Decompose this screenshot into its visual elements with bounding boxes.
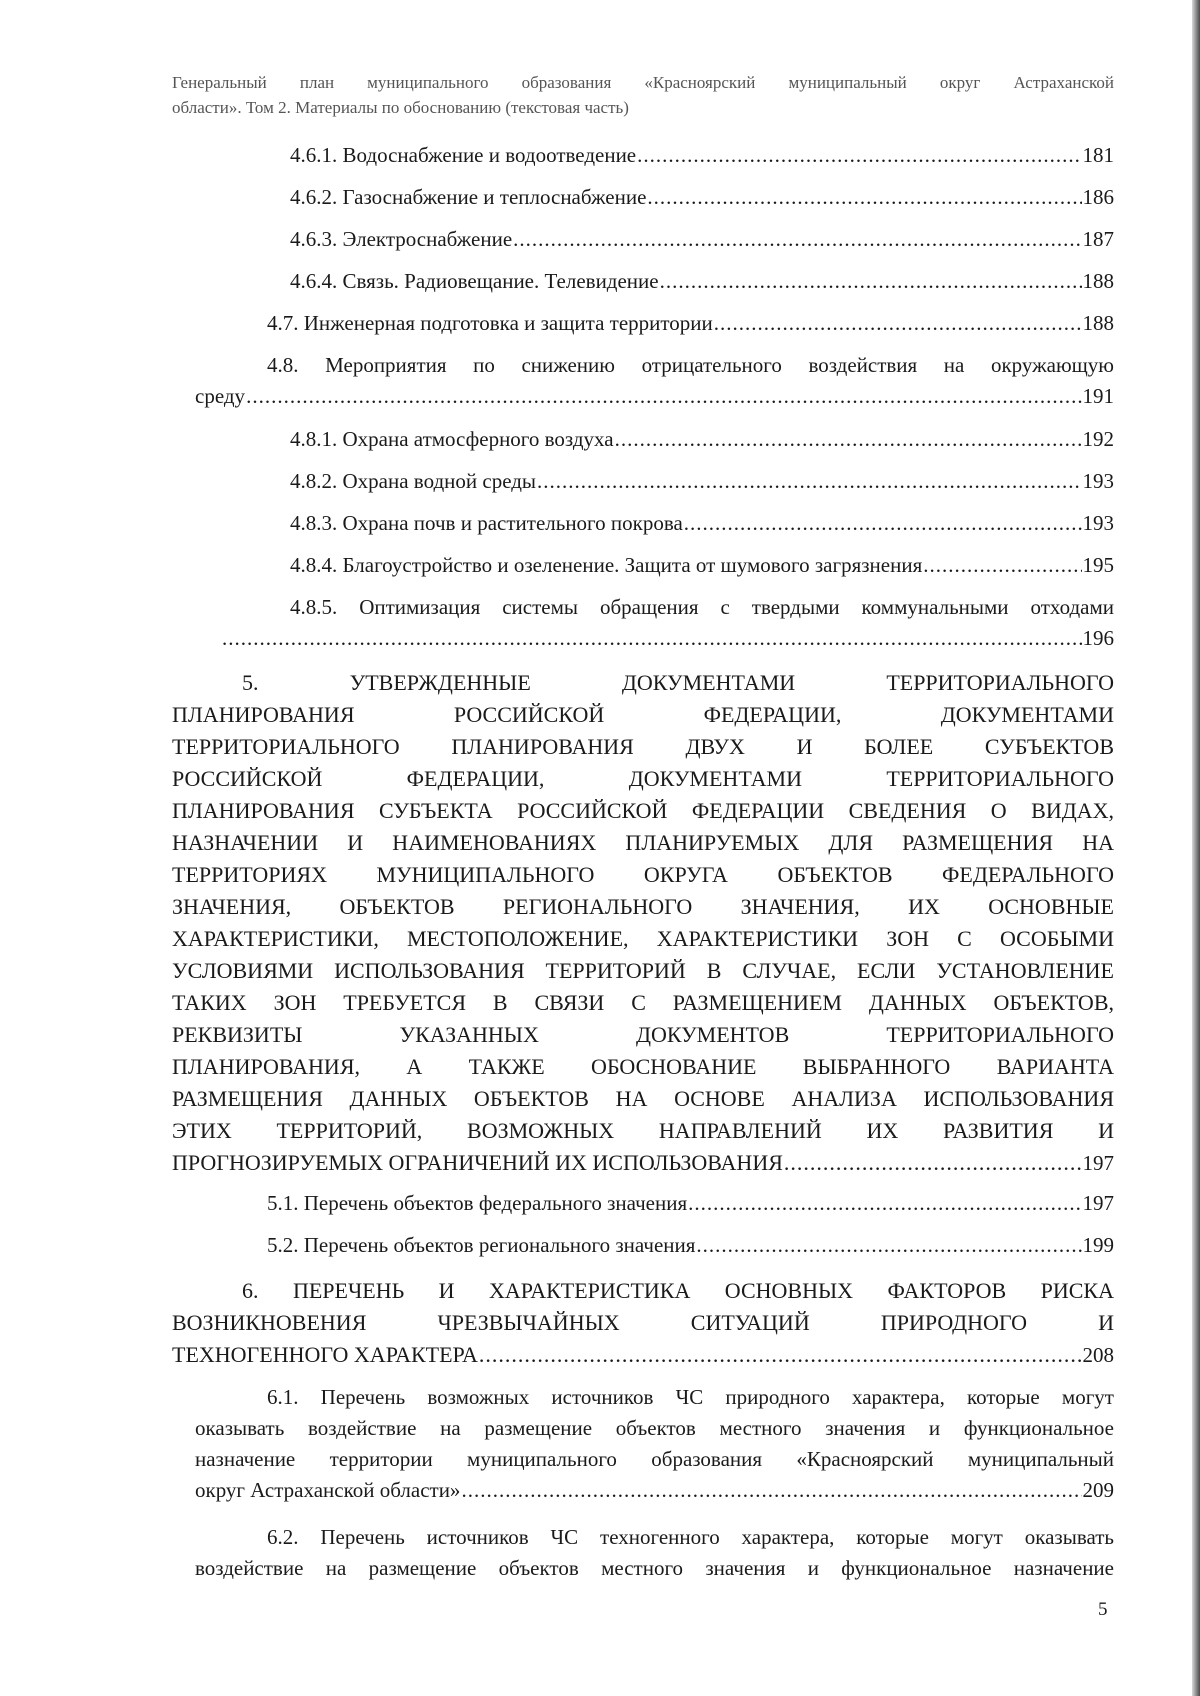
toc-entry-title-line: НАЗНАЧЕНИИ И НАИМЕНОВАНИЯХ ПЛАНИРУЕМЫХ ДЛЯ РАЗМЕЩЕНИЯ НА (172, 830, 1114, 855)
toc-entry-title-line: УСЛОВИЯМИ ИСПОЛЬЗОВАНИЯ ТЕРРИТОРИЙ В СЛУЧАЕ, ЕСЛИ УСТАНОВЛЕНИЕ (172, 958, 1114, 983)
toc-entry-title-cont: среду (195, 384, 246, 408)
toc-page-number: 196 (1082, 626, 1114, 650)
leader-dots (513, 224, 1081, 255)
toc-entry-4-6-4[interactable] (290, 266, 1114, 297)
toc-page-number: 191 (1082, 384, 1114, 408)
leader-dots (479, 1339, 1082, 1371)
toc-entry-title-line: ПЛАНИРОВАНИЯ РОССИЙСКОЙ ФЕДЕРАЦИИ, ДОКУМЕНТАМИ (172, 702, 1114, 727)
toc-page-number: 197 (1082, 1151, 1114, 1175)
toc-page-number: 186 (1082, 185, 1114, 209)
running-header (172, 70, 1114, 120)
toc-entry-title: 4.7. Инженерная подготовка и защита территории (267, 311, 713, 335)
toc-entry-title: 4.8.2. Охрана водной среды (290, 469, 537, 493)
toc-entry-title-line: 5. УТВЕРЖДЕННЫЕ ДОКУМЕНТАМИ ТЕРРИТОРИАЛЬНОГО (242, 670, 1114, 695)
toc-entry-4-8-3[interactable] (290, 508, 1114, 539)
toc-entry-4-8-4[interactable] (290, 550, 1114, 581)
toc-entry-title-line: воздействие на размещение объектов местного значения и функциональное назначение (195, 1556, 1114, 1580)
toc-entry-title: 4.8.4. Благоустройство и озеленение. Защита от шумового загрязнения (290, 553, 923, 577)
toc-entry-title-line: 6.2. Перечень источников ЧС техногенного характера, которые могут оказывать (267, 1525, 1114, 1549)
leader-dots (537, 466, 1081, 497)
toc-entry-title: 4.8. Мероприятия по снижению отрицательного воздействия на окружающую (267, 353, 1114, 377)
leader-dots (688, 1188, 1081, 1219)
header-line-2: области». Том 2. Материалы по обоснованию (текстовая часть) (172, 98, 629, 117)
toc-entry-title-line: ТЕРРИТОРИАЛЬНОГО ПЛАНИРОВАНИЯ ДВУХ И БОЛЕЕ СУБЪЕКТОВ (172, 734, 1114, 759)
toc-page-number: 197 (1082, 1191, 1114, 1215)
toc-entry-4-6-2[interactable] (290, 182, 1114, 213)
toc-entry-title-line: РЕКВИЗИТЫ УКАЗАННЫХ ДОКУМЕНТОВ ТЕРРИТОРИАЛЬНОГО (172, 1022, 1114, 1047)
leader-dots (461, 1475, 1081, 1506)
toc-page-number: 195 (1082, 553, 1114, 577)
leader-dots (222, 623, 1082, 654)
leader-dots (637, 140, 1081, 171)
toc-entry-title: 4.8.5. Оптимизация системы обращения с твердыми коммунальными отходами (290, 595, 1114, 619)
leader-dots (660, 266, 1082, 297)
toc-entry-6-1[interactable] (195, 1382, 1114, 1506)
toc-page-number: 208 (1082, 1343, 1114, 1367)
toc-entry-5-1[interactable] (267, 1188, 1114, 1219)
toc-entry-title-line: ТАКИХ ЗОН ТРЕБУЕТСЯ В СВЯЗИ С РАЗМЕЩЕНИЕМ ДАННЫХ ОБЪЕКТОВ, (172, 990, 1114, 1015)
toc-entry-4-8-2[interactable] (290, 466, 1114, 497)
leader-dots (784, 1147, 1082, 1179)
page-number: 5 (1098, 1599, 1108, 1620)
toc-entry-title-line: ТЕРРИТОРИЯХ МУНИЦИПАЛЬНОГО ОКРУГА ОБЪЕКТОВ ФЕДЕРАЛЬНОГО (172, 862, 1114, 887)
toc-page-number: 188 (1082, 269, 1114, 293)
toc-entry-title-line: ЗНАЧЕНИЯ, ОБЪЕКТОВ РЕГИОНАЛЬНОГО ЗНАЧЕНИЯ, ИХ ОСНОВНЫЕ (172, 894, 1114, 919)
toc-entry-title-line: ХАРАКТЕРИСТИКИ, МЕСТОПОЛОЖЕНИЕ, ХАРАКТЕРИСТИКИ ЗОН С ОСОБЫМИ (172, 926, 1114, 951)
toc-entry-title-line: ВОЗНИКНОВЕНИЯ ЧРЕЗВЫЧАЙНЫХ СИТУАЦИЙ ПРИРОДНОГО И (172, 1310, 1114, 1335)
toc-page-number: 181 (1082, 143, 1114, 167)
toc-page-number: 209 (1082, 1478, 1114, 1502)
toc-entry-title-line: ПЛАНИРОВАНИЯ, А ТАКЖЕ ОБОСНОВАНИЕ ВЫБРАННОГО ВАРИАНТА (172, 1054, 1114, 1079)
toc-page-number: 199 (1082, 1233, 1114, 1257)
toc-entry-4-8-5[interactable] (222, 592, 1114, 654)
toc-entry-title: 4.8.1. Охрана атмосферного воздуха (290, 427, 614, 451)
toc-entry-4-8[interactable] (195, 350, 1114, 412)
toc-entry-title-line: 6.1. Перечень возможных источников ЧС природного характера, которые могут (267, 1385, 1114, 1409)
toc-entry-6-2[interactable] (195, 1522, 1114, 1584)
toc-entry-title-line: 6. ПЕРЕЧЕНЬ И ХАРАКТЕРИСТИКА ОСНОВНЫХ ФАКТОРОВ РИСКА (242, 1278, 1114, 1303)
leader-dots (246, 381, 1081, 412)
toc-page-number: 188 (1082, 311, 1114, 335)
toc-entry-5[interactable] (172, 667, 1114, 1179)
toc-entry-title: 5.2. Перечень объектов регионального значения (267, 1233, 696, 1257)
page-edge (1192, 0, 1200, 1696)
toc-entry-4-6-3[interactable] (290, 224, 1114, 255)
toc-entry-title: 4.6.4. Связь. Радиовещание. Телевидение (290, 269, 659, 293)
toc-entry-title-last: ПРОГНОЗИРУЕМЫХ ОГРАНИЧЕНИЙ ИХ ИСПОЛЬЗОВАНИЯ (172, 1150, 783, 1175)
toc-entry-title-line: ПЛАНИРОВАНИЯ СУБЪЕКТА РОССИЙСКОЙ ФЕДЕРАЦИИ СВЕДЕНИЯ О ВИДАХ, (172, 798, 1114, 823)
toc-page-number: 187 (1082, 227, 1114, 251)
leader-dots (696, 1230, 1081, 1261)
toc-entry-title: 5.1. Перечень объектов федерального значения (267, 1191, 688, 1215)
toc-entry-title-last: ТЕХНОГЕННОГО ХАРАКТЕРА (172, 1342, 478, 1367)
toc-page-number: 193 (1082, 511, 1114, 535)
leader-dots (615, 424, 1082, 455)
toc-entry-title-line: назначение территории муниципального образования «Красноярский муниципальный (195, 1447, 1114, 1471)
toc-entry-title: 4.6.2. Газоснабжение и теплоснабжение (290, 185, 647, 209)
toc-page-number: 192 (1082, 427, 1114, 451)
toc-entry-title-last: округ Астраханской области» (195, 1478, 461, 1502)
toc-entry-5-2[interactable] (267, 1230, 1114, 1261)
toc-entry-title-line: РАЗМЕЩЕНИЯ ДАННЫХ ОБЪЕКТОВ НА ОСНОВЕ АНАЛИЗА ИСПОЛЬЗОВАНИЯ (172, 1086, 1114, 1111)
leader-dots (684, 508, 1082, 539)
toc-entry-title: 4.8.3. Охрана почв и растительного покрова (290, 511, 683, 535)
toc-page-number: 193 (1082, 469, 1114, 493)
leader-dots (714, 308, 1082, 339)
toc-entry-4-6-1[interactable] (290, 140, 1114, 171)
leader-dots (923, 550, 1081, 581)
toc-entry-title: 4.6.3. Электроснабжение (290, 227, 513, 251)
toc-entry-title-line: ЭТИХ ТЕРРИТОРИЙ, ВОЗМОЖНЫХ НАПРАВЛЕНИЙ ИХ РАЗВИТИЯ И (172, 1118, 1114, 1143)
toc-entry-title-line: РОССИЙСКОЙ ФЕДЕРАЦИИ, ДОКУМЕНТАМИ ТЕРРИТОРИАЛЬНОГО (172, 766, 1114, 791)
header-line-1: Генеральный план муниципального образования «Красноярский муниципальный округ Астраханской (172, 73, 1114, 92)
toc-entry-6[interactable] (172, 1275, 1114, 1371)
toc-entry-title-line: оказывать воздействие на размещение объектов местного значения и функциональное (195, 1416, 1114, 1440)
leader-dots (647, 182, 1081, 213)
toc-entry-4-8-1[interactable] (290, 424, 1114, 455)
toc-entry-title: 4.6.1. Водоснабжение и водоотведение (290, 143, 637, 167)
toc-entry-4-7[interactable] (267, 308, 1114, 339)
